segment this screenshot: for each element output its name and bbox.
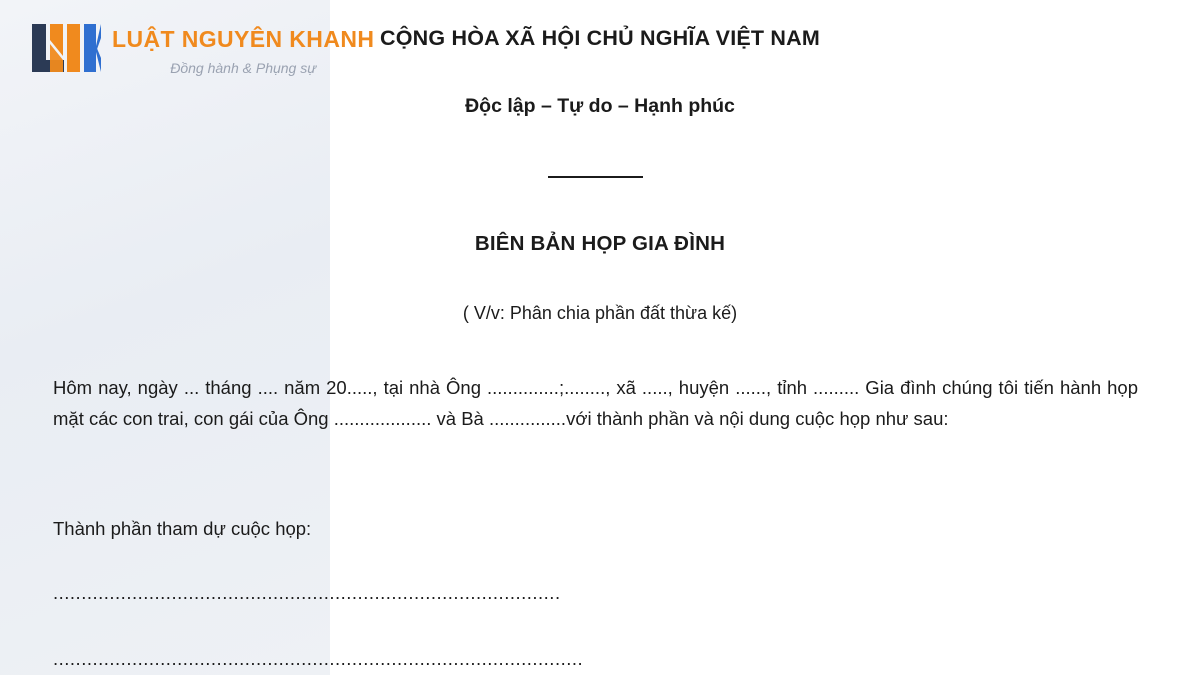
brand-name: LUẬT NGUYÊN KHANH [112,26,375,52]
document-subtitle: ( V/v: Phân chia phần đất thừa kế) [462,303,738,323]
blank-fill-line-1: .......................................................................................... [53,582,561,603]
title-divider [548,176,643,178]
body-paragraph-2: Thành phần tham dự cuộc họp: [53,518,312,539]
document-title: BIÊN BẢN HỌP GIA ĐÌNH [474,232,726,255]
blank-fill-line-2: .............................................................................................. [53,648,584,669]
brand-slogan: Đồng hành & Phụng sự [170,60,317,76]
nation-title: CỘNG HÒA XÃ HỘI CHỦ NGHĨA VIỆT NAM [380,26,820,50]
nation-motto: Độc lập – Tự do – Hạnh phúc [465,95,735,117]
body-paragraph-1: Hôm nay, ngày ... tháng .... năm 20....., tại nhà Ông ..............;........, xã ....., huyện ......, tỉnh ......... Gia đình chúng tôi tiến hành họp mặt các con trai, con gái của Ông ................... và Bà ...............với thành phần và nội dung cuộc họp như sau: [53,377,1138,429]
